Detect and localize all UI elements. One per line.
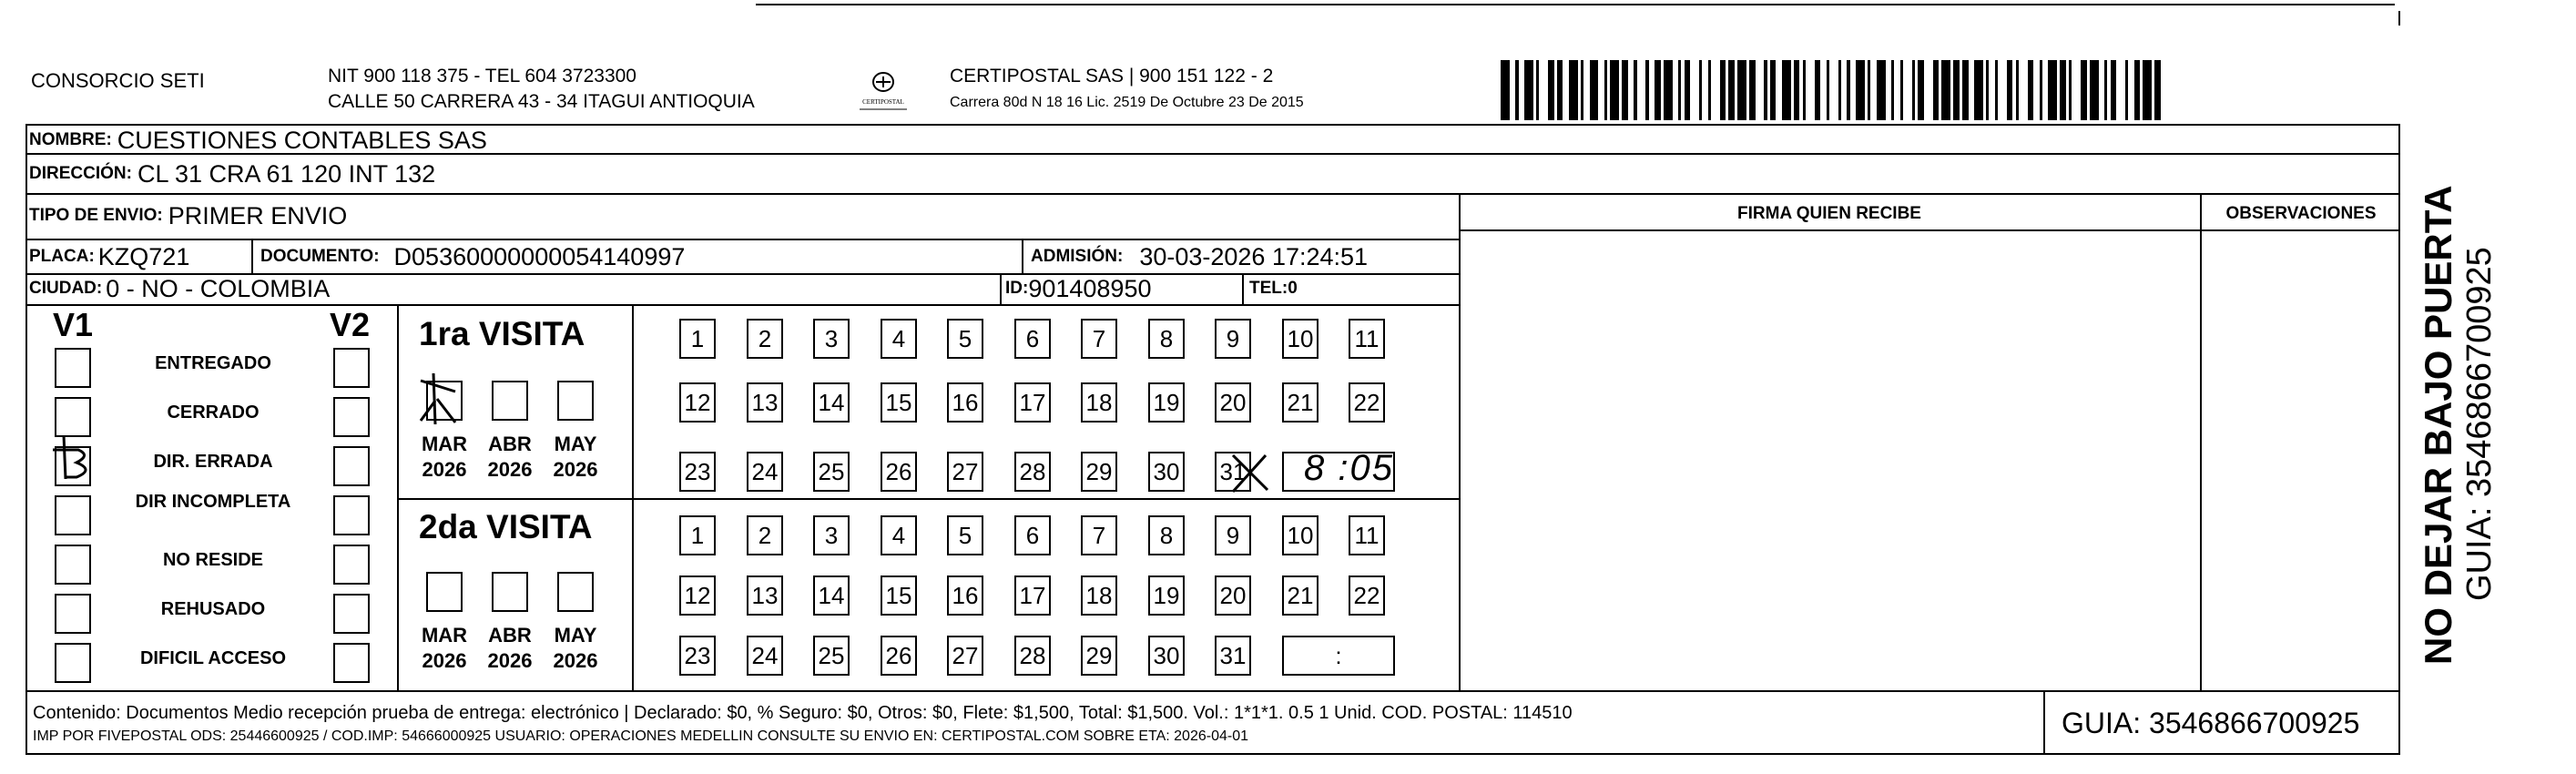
barcode-bar — [1924, 60, 1933, 120]
first-visit-day-7[interactable]: 7 — [1081, 319, 1117, 359]
barcode-bar — [1590, 60, 1599, 120]
placa-divider — [251, 239, 253, 273]
first-visit-day-19[interactable]: 19 — [1148, 382, 1185, 423]
barcode-bar — [2048, 60, 2057, 120]
second-visit-day-6[interactable]: 6 — [1014, 515, 1051, 555]
month-label — [477, 623, 543, 674]
v2-checkbox[interactable] — [333, 545, 370, 585]
company-line: CERTIPOSTAL SAS | 900 151 122 - 2 — [950, 66, 1274, 87]
first-visit-day-29[interactable]: 29 — [1081, 452, 1117, 492]
second-visit-day-17[interactable]: 17 — [1014, 575, 1051, 616]
first-visit-day-8[interactable]: 8 — [1148, 319, 1185, 359]
first-visit-title: 1ra VISITA — [419, 315, 585, 352]
tipo-row — [29, 200, 347, 231]
barcode-bar — [2090, 60, 2099, 120]
id-value: 901408950 — [1028, 274, 1152, 302]
first-visit-day-28[interactable]: 28 — [1014, 452, 1051, 492]
first-visit-day-5[interactable]: 5 — [947, 319, 983, 359]
v2-checkbox[interactable] — [333, 594, 370, 634]
barcode-bar — [1539, 60, 1548, 120]
first-visit-day-20[interactable]: 20 — [1215, 382, 1251, 423]
month-year: 2026 — [487, 458, 533, 481]
direccion-value: CL 31 CRA 61 120 INT 132 — [137, 159, 436, 188]
second-visit-month-checkbox[interactable] — [492, 572, 528, 612]
second-visit-day-28[interactable]: 28 — [1014, 636, 1051, 676]
id-label: ID: — [1005, 279, 1029, 298]
second-visit-day-5[interactable]: 5 — [947, 515, 983, 555]
second-visit-day-24[interactable]: 24 — [747, 636, 783, 676]
second-visit-day-25[interactable]: 25 — [813, 636, 850, 676]
v1-checkbox[interactable] — [55, 495, 91, 535]
month-name: MAY — [554, 433, 597, 455]
month-year: 2026 — [422, 458, 467, 481]
status-label: REHUSADO — [160, 599, 266, 619]
second-visit-day-10[interactable]: 10 — [1282, 515, 1319, 555]
firma-header: FIRMA QUIEN RECIBE — [1737, 204, 1921, 223]
status-label: DIR INCOMPLETA — [135, 492, 291, 512]
placa-value: KZQ721 — [97, 242, 190, 270]
barcode-bar — [2072, 60, 2081, 120]
first-visit-day-24[interactable]: 24 — [747, 452, 783, 492]
barcode-bar — [2116, 60, 2125, 120]
v1-checkbox[interactable] — [55, 348, 91, 388]
certipostal-logo — [856, 66, 911, 120]
documento-label: DOCUMENTO: — [260, 247, 380, 266]
first-visit-day-31[interactable]: 31 — [1215, 452, 1251, 492]
first-visit-day-18[interactable]: 18 — [1081, 382, 1117, 423]
v1-header: V1 — [53, 306, 94, 343]
second-visit-day-31[interactable]: 31 — [1215, 636, 1251, 676]
sender-name: CONSORCIO SETI — [31, 69, 205, 92]
first-visit-day-11[interactable]: 11 — [1349, 319, 1385, 359]
second-visit-day-26[interactable]: 26 — [881, 636, 917, 676]
second-visit-day-12[interactable]: 12 — [679, 575, 716, 616]
time-colon: : — [1335, 642, 1342, 669]
admision-divider — [1022, 239, 1023, 273]
first-visit-month-checkbox[interactable] — [557, 381, 594, 421]
firma-header-line — [1459, 229, 2400, 231]
barcode-bar — [1941, 60, 1950, 120]
barcode-bar — [1501, 60, 1510, 120]
month-label — [412, 623, 477, 674]
first-visit-day-2[interactable]: 2 — [747, 319, 783, 359]
first-visit-month-checkbox[interactable] — [492, 381, 528, 421]
first-visit-day-26[interactable]: 26 — [881, 452, 917, 492]
nombre-row — [29, 127, 487, 153]
v2-checkbox[interactable] — [333, 446, 370, 486]
second-visit-day-9[interactable]: 9 — [1215, 515, 1251, 555]
first-visit-month-checkbox[interactable] — [426, 381, 463, 421]
month-label — [543, 623, 608, 674]
barcode-bar — [1998, 60, 2007, 120]
second-visit-day-3[interactable]: 3 — [813, 515, 850, 555]
corner-tick — [2398, 11, 2400, 25]
first-visit-day-16[interactable]: 16 — [947, 382, 983, 423]
month-label — [412, 432, 477, 483]
status-label: NO RESIDE — [162, 550, 264, 570]
month-year: 2026 — [422, 649, 467, 672]
first-visit-day-13[interactable]: 13 — [747, 382, 783, 423]
first-visit-day-23[interactable]: 23 — [679, 452, 716, 492]
barcode-bar — [1756, 60, 1765, 120]
barcode-bar — [1610, 60, 1619, 120]
barcode-bar — [1974, 60, 1983, 120]
first-visit-day-17[interactable]: 17 — [1014, 382, 1051, 423]
first-visit-day-14[interactable]: 14 — [813, 382, 850, 423]
status-label: DIFICIL ACCESO — [139, 648, 286, 668]
logo-icon — [856, 66, 911, 120]
no-dejar-bajo-puerta: NO DEJAR BAJO PUERTA — [2417, 185, 2459, 665]
month-label — [543, 432, 608, 483]
license-line: Carrera 80d N 18 16 Lic. 2519 De Octubre 23 De 2015 — [950, 95, 1304, 110]
barcode-bar — [1782, 60, 1791, 120]
documento-row — [260, 242, 685, 271]
status-label: CERRADO — [167, 402, 260, 423]
barcode-bar — [1690, 60, 1699, 120]
footer-contenido: Contenido: Documentos Medio recepción prueba de entrega: electrónico | Declarado: $0, % Seguro: $0, Otros: $0, Flete: $1,500, Total: $1,500. Vol.: 1*1*1. 0.5 1 Unid. COD. POSTAL: 114510 — [33, 703, 1573, 723]
v2-checkbox[interactable] — [333, 495, 370, 535]
row-line-3 — [25, 239, 1459, 240]
month-year: 2026 — [487, 649, 533, 672]
barcode-bar — [1637, 60, 1646, 120]
second-visit-time-box[interactable] — [1282, 636, 1395, 676]
footer-imp-line: IMP POR FIVEPOSTAL ODS: 25446600925 / COD.IMP: 54666000925 USUARIO: OPERACIONES MEDELLIN CONSULTE SU ENVIO EN: CERTIPOSTAL.COM SOBRE ETA: 2026-04-01 — [33, 728, 1248, 744]
second-visit-day-1[interactable]: 1 — [679, 515, 716, 555]
second-visit-day-14[interactable]: 14 — [813, 575, 850, 616]
firma-left-line — [1459, 193, 1461, 690]
month-label — [477, 432, 543, 483]
tel-value: 0 — [1288, 279, 1298, 298]
barcode-bar — [1524, 60, 1533, 120]
second-visit-day-19[interactable]: 19 — [1148, 575, 1185, 616]
first-visit-day-22[interactable]: 22 — [1349, 382, 1385, 423]
second-visit-day-15[interactable]: 15 — [881, 575, 917, 616]
month-year: 2026 — [553, 649, 598, 672]
observaciones-header: OBSERVACIONES — [2225, 204, 2377, 223]
first-visit-day-9[interactable]: 9 — [1215, 319, 1251, 359]
second-visit-month-checkbox[interactable] — [426, 572, 463, 612]
first-visit-day-12[interactable]: 12 — [679, 382, 716, 423]
tel-label: TEL: — [1249, 279, 1288, 298]
ciudad-value: 0 - NO - COLOMBIA — [106, 274, 331, 302]
admision-row — [1031, 242, 1368, 271]
second-visit-day-16[interactable]: 16 — [947, 575, 983, 616]
second-visit-day-7[interactable]: 7 — [1081, 515, 1117, 555]
second-visit-day-23[interactable]: 23 — [679, 636, 716, 676]
row-line-5 — [25, 304, 1459, 306]
nombre-label: NOMBRE: — [29, 130, 112, 149]
month-year: 2026 — [553, 458, 598, 481]
barcode-bar — [2143, 60, 2152, 120]
second-visit-day-18[interactable]: 18 — [1081, 575, 1117, 616]
second-visit-month-checkbox[interactable] — [557, 572, 594, 612]
direccion-row — [29, 158, 435, 189]
placa-row — [29, 242, 189, 271]
second-visit-day-2[interactable]: 2 — [747, 515, 783, 555]
sender-nit: NIT 900 118 375 - TEL 604 3723300 — [328, 66, 636, 87]
v1-checkbox[interactable] — [55, 545, 91, 585]
visits-left-line — [397, 304, 399, 690]
second-visit-day-29[interactable]: 29 — [1081, 636, 1117, 676]
barcode-bar — [1806, 60, 1815, 120]
id-row — [1005, 275, 1151, 302]
second-visit-title: 2da VISITA — [419, 508, 593, 545]
nombre-value: CUESTIONES CONTABLES SAS — [117, 126, 487, 154]
tipo-value: PRIMER ENVIO — [168, 201, 348, 229]
v1-checkbox[interactable] — [55, 594, 91, 634]
first-visit-day-27[interactable]: 27 — [947, 452, 983, 492]
first-visit-day-3[interactable]: 3 — [813, 319, 850, 359]
month-name: MAY — [554, 624, 597, 647]
first-visit-day-6[interactable]: 6 — [1014, 319, 1051, 359]
v1-checkbox[interactable] — [55, 643, 91, 683]
v2-checkbox[interactable] — [333, 348, 370, 388]
barcode-bar — [1569, 60, 1578, 120]
first-visit-day-10[interactable]: 10 — [1282, 319, 1319, 359]
second-visit-day-13[interactable]: 13 — [747, 575, 783, 616]
barcode-bar — [1856, 60, 1865, 120]
second-visit-day-27[interactable]: 27 — [947, 636, 983, 676]
tipo-label: TIPO DE ENVIO: — [29, 206, 163, 225]
month-name: ABR — [488, 433, 532, 455]
tel-row — [1249, 275, 1298, 302]
admision-label: ADMISIÓN: — [1031, 247, 1124, 266]
first-visit-day-30[interactable]: 30 — [1148, 452, 1185, 492]
visit-separator — [397, 498, 1459, 500]
month-name: ABR — [488, 624, 532, 647]
first-visit-day-4[interactable]: 4 — [881, 319, 917, 359]
top-rule — [756, 4, 2395, 5]
barcode-bar — [1903, 60, 1912, 120]
v2-header: V2 — [330, 306, 371, 343]
first-visit-day-25[interactable]: 25 — [813, 452, 850, 492]
v2-checkbox[interactable] — [333, 397, 370, 437]
obs-left-line — [2200, 193, 2202, 690]
second-visit-day-30[interactable]: 30 — [1148, 636, 1185, 676]
second-visit-day-4[interactable]: 4 — [881, 515, 917, 555]
second-visit-day-22[interactable]: 22 — [1349, 575, 1385, 616]
barcode-bar — [1737, 60, 1746, 120]
v1-checkbox[interactable] — [55, 397, 91, 437]
barcode-bar — [1664, 60, 1673, 120]
second-visit-day-21[interactable]: 21 — [1282, 575, 1319, 616]
admision-value: 30-03-2026 17:24:51 — [1139, 242, 1369, 270]
v1-checkbox[interactable] — [55, 446, 91, 486]
sender-address: CALLE 50 CARRERA 43 - 34 ITAGUI ANTIOQUIA — [328, 91, 755, 112]
id-divider — [1000, 273, 1002, 304]
first-visit-day-15[interactable]: 15 — [881, 382, 917, 423]
month-name: MAR — [421, 433, 468, 455]
status-label: DIR. ERRADA — [153, 452, 273, 472]
barcode-bar — [2019, 60, 2028, 120]
second-visit-day-20[interactable]: 20 — [1215, 575, 1251, 616]
row-line-2 — [25, 193, 2400, 195]
barcode-bar — [2161, 60, 2164, 120]
side-guia: GUIA: 3546866700925 — [2460, 247, 2499, 601]
first-visit-day-1[interactable]: 1 — [679, 319, 716, 359]
footer-guia: GUIA: 3546866700925 — [2062, 707, 2360, 739]
ciudad-label: CIUDAD: — [29, 279, 103, 298]
first-visit-day-21[interactable]: 21 — [1282, 382, 1319, 423]
barcode-bar — [1877, 60, 1886, 120]
handwritten-time: 8 :05 — [1304, 448, 1394, 488]
second-visit-day-11[interactable]: 11 — [1349, 515, 1385, 555]
status-label: ENTREGADO — [155, 353, 271, 373]
documento-value: D05360000000054140997 — [393, 242, 686, 270]
tel-divider — [1242, 273, 1244, 304]
placa-label: PLACA: — [29, 247, 95, 266]
footer-guia-divider — [2043, 692, 2045, 755]
barcode-bar — [1829, 60, 1838, 120]
month-name: MAR — [421, 624, 468, 647]
v2-checkbox[interactable] — [333, 643, 370, 683]
barcode-bar — [1711, 60, 1720, 120]
second-visit-day-8[interactable]: 8 — [1148, 515, 1185, 555]
calendar-left-line — [632, 304, 634, 690]
direccion-label: DIRECCIÓN: — [29, 164, 132, 183]
ciudad-row — [29, 275, 330, 302]
barcode — [1501, 60, 2164, 120]
logo-text: CERTIPOSTAL — [862, 98, 904, 106]
